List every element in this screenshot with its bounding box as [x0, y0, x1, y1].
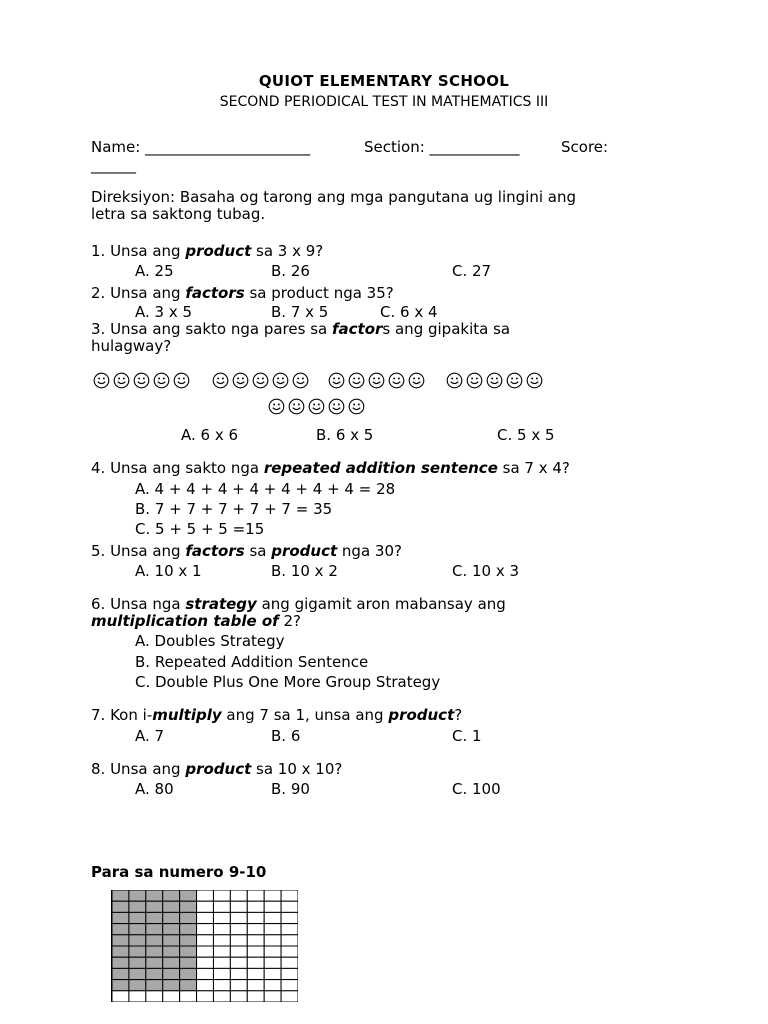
question-3-line-2: hulagway?	[91, 337, 172, 355]
score-label: Score:	[561, 138, 609, 156]
grid-cell	[112, 890, 129, 901]
grid-cell	[129, 901, 146, 912]
grid-cell	[264, 912, 281, 923]
grid-cell	[163, 901, 180, 912]
smiley-face-icon	[446, 372, 463, 389]
smiley-face-icon	[288, 398, 305, 415]
q8-option-a: A. 80	[135, 780, 174, 798]
smiley-group	[328, 372, 428, 389]
section-9-10-heading: Para sa numero 9-10	[91, 863, 267, 881]
school-name: QUIOT ELEMENTARY SCHOOL	[258, 72, 510, 90]
q3-option-b: B. 6 x 5	[316, 426, 374, 444]
grid-cell	[129, 912, 146, 923]
smiley-face-icon	[348, 372, 365, 389]
q1-option-c: C. 27	[452, 262, 492, 280]
grid-cell	[213, 946, 230, 957]
multiplication-grid-figure	[111, 890, 298, 1002]
grid-cell	[146, 991, 163, 1002]
smiley-face-icon	[348, 398, 365, 415]
grid-cell	[264, 991, 281, 1002]
grid-cell	[163, 912, 180, 923]
grid-cell	[230, 935, 247, 946]
smiley-face-icon	[506, 372, 523, 389]
q3-option-c: C. 5 x 5	[497, 426, 555, 444]
grid-cell	[146, 980, 163, 991]
grid-cell	[213, 935, 230, 946]
grid-cell	[213, 890, 230, 901]
name-field: Name: ______________________	[91, 138, 311, 156]
grid-cell	[163, 946, 180, 957]
grid-cell	[180, 901, 197, 912]
smiley-face-icon	[93, 372, 110, 389]
smiley-face-icon	[113, 372, 130, 389]
grid-cell	[163, 980, 180, 991]
grid-cell	[112, 935, 129, 946]
q6-option-c: C. Double Plus One More Group Strategy	[135, 673, 441, 691]
grid-cell	[146, 901, 163, 912]
grid-cell	[230, 912, 247, 923]
grid-cell	[112, 901, 129, 912]
grid-cell	[112, 957, 129, 968]
smiley-face-icon	[388, 372, 405, 389]
grid-cell	[163, 968, 180, 979]
question-4: 4. Unsa ang sakto nga repeated addition sentence sa 7 x 4?	[91, 459, 570, 477]
grid-cell	[197, 991, 214, 1002]
directions-line-2: letra sa saktong tubag.	[91, 205, 266, 223]
grid-cell	[180, 968, 197, 979]
grid-cell	[264, 890, 281, 901]
q7-option-b: B. 6	[271, 727, 301, 745]
directions-line-1: Direksiyon: Basaha og tarong ang mga pangutana ug lingini ang	[91, 188, 577, 206]
grid-cell	[180, 991, 197, 1002]
q7-option-a: A. 7	[135, 727, 165, 745]
q6-option-a: A. Doubles Strategy	[135, 632, 285, 650]
grid-cell	[197, 912, 214, 923]
q2-option-c: C. 6 x 4	[380, 303, 438, 321]
q3-option-a: A. 6 x 6	[181, 426, 239, 444]
q1-option-a: A. 25	[135, 262, 174, 280]
question-7: 7. Kon i-multiply ang 7 sa 1, unsa ang product?	[91, 706, 463, 724]
grid-cell	[197, 890, 214, 901]
grid-cell	[213, 980, 230, 991]
question-6-line-2: multiplication table of 2?	[91, 612, 301, 630]
q5-option-b: B. 10 x 2	[271, 562, 338, 580]
grid-cell	[180, 912, 197, 923]
grid-cell	[281, 901, 298, 912]
test-title: SECOND PERIODICAL TEST IN MATHEMATICS III	[219, 94, 549, 110]
question-1: 1. Unsa ang product sa 3 x 9?	[91, 242, 324, 260]
smiley-face-icon	[368, 372, 385, 389]
grid-cell	[213, 991, 230, 1002]
grid-cell	[213, 968, 230, 979]
grid-cell	[180, 980, 197, 991]
grid-cell	[247, 968, 264, 979]
q8-option-c: C. 100	[452, 780, 501, 798]
grid-cell	[180, 957, 197, 968]
grid-cell	[197, 980, 214, 991]
score-blank: ______	[91, 156, 136, 174]
grid-cell	[180, 924, 197, 935]
smiley-face-icon	[328, 398, 345, 415]
grid-cell	[247, 901, 264, 912]
grid-cell	[264, 924, 281, 935]
smiley-face-icon	[173, 372, 190, 389]
grid-cell	[230, 968, 247, 979]
smiley-face-icon	[232, 372, 249, 389]
grid-cell	[281, 946, 298, 957]
q7-option-c: C. 1	[452, 727, 482, 745]
grid-cell	[146, 957, 163, 968]
grid-cell	[281, 991, 298, 1002]
grid-cell	[230, 980, 247, 991]
grid-cell	[264, 946, 281, 957]
grid-cell	[213, 957, 230, 968]
grid-cell	[180, 946, 197, 957]
q6-option-b: B. Repeated Addition Sentence	[135, 653, 369, 671]
q4-option-a: A. 4 + 4 + 4 + 4 + 4 + 4 + 4 = 28	[135, 480, 396, 498]
smiley-group	[268, 398, 368, 415]
smiley-face-icon	[212, 372, 229, 389]
question-5: 5. Unsa ang factors sa product nga 30?	[91, 542, 402, 560]
smiley-group	[93, 372, 193, 389]
q5-option-c: C. 10 x 3	[452, 562, 520, 580]
grid-cell	[247, 991, 264, 1002]
grid-cell	[129, 968, 146, 979]
grid-cell	[247, 980, 264, 991]
grid-cell	[129, 946, 146, 957]
grid-cell	[163, 890, 180, 901]
q4-option-b: B. 7 + 7 + 7 + 7 + 7 = 35	[135, 500, 333, 518]
smiley-face-icon	[268, 398, 285, 415]
question-6: 6. Unsa nga strategy ang gigamit aron mabansay ang	[91, 595, 506, 613]
grid-cell	[146, 924, 163, 935]
grid-cell	[230, 957, 247, 968]
smiley-face-icon	[292, 372, 309, 389]
q2-option-a: A. 3 x 5	[135, 303, 193, 321]
grid-cell	[281, 968, 298, 979]
grid-cell	[230, 890, 247, 901]
grid-cell	[112, 912, 129, 923]
q1-option-b: B. 26	[271, 262, 310, 280]
smiley-face-icon	[408, 372, 425, 389]
grid-cell	[281, 890, 298, 901]
grid-cell	[163, 935, 180, 946]
q4-option-c: C. 5 + 5 + 5 =15	[135, 520, 265, 538]
grid-cell	[264, 935, 281, 946]
grid-cell	[197, 924, 214, 935]
q5-option-a: A. 10 x 1	[135, 562, 202, 580]
smiley-face-icon	[153, 372, 170, 389]
grid-cell	[129, 957, 146, 968]
smiley-face-icon	[272, 372, 289, 389]
grid-cell	[230, 924, 247, 935]
smiley-group	[446, 372, 546, 389]
grid-cell	[230, 991, 247, 1002]
q2-option-b: B. 7 x 5	[271, 303, 329, 321]
smiley-face-icon	[526, 372, 543, 389]
grid-cell	[146, 935, 163, 946]
question-3: 3. Unsa ang sakto nga pares sa factors ang gipakita sa	[91, 320, 511, 338]
grid-cell	[281, 980, 298, 991]
q8-option-b: B. 90	[271, 780, 310, 798]
grid-cell	[112, 946, 129, 957]
grid-cell	[281, 935, 298, 946]
grid-cell	[264, 968, 281, 979]
grid-cell	[180, 935, 197, 946]
smiley-face-icon	[308, 398, 325, 415]
grid-cell	[129, 935, 146, 946]
grid-cell	[281, 912, 298, 923]
smiley-face-icon	[486, 372, 503, 389]
grid-cell	[264, 901, 281, 912]
grid-cell	[230, 901, 247, 912]
question-8: 8. Unsa ang product sa 10 x 10?	[91, 760, 343, 778]
grid-cell	[129, 991, 146, 1002]
smiley-face-icon	[466, 372, 483, 389]
grid-cell	[197, 968, 214, 979]
question-2: 2. Unsa ang factors sa product nga 35?	[91, 284, 394, 302]
grid-cell	[180, 890, 197, 901]
smiley-group	[212, 372, 312, 389]
grid-cell	[247, 924, 264, 935]
grid-cell	[146, 968, 163, 979]
smiley-face-icon	[252, 372, 269, 389]
smiley-face-icon	[133, 372, 150, 389]
grid-cell	[129, 890, 146, 901]
smiley-face-icon	[328, 372, 345, 389]
grid-cell	[247, 946, 264, 957]
grid-cell	[112, 968, 129, 979]
grid-cell	[146, 946, 163, 957]
grid-cell	[163, 991, 180, 1002]
section-field: Section: ____________	[364, 138, 520, 156]
grid-cell	[146, 890, 163, 901]
grid-cell	[112, 991, 129, 1002]
grid-cell	[197, 901, 214, 912]
grid-cell	[197, 946, 214, 957]
grid-cell	[264, 957, 281, 968]
grid-cell	[281, 924, 298, 935]
grid-cell	[129, 980, 146, 991]
grid-cell	[264, 980, 281, 991]
grid-cell	[247, 912, 264, 923]
grid-cell	[247, 935, 264, 946]
grid-cell	[281, 957, 298, 968]
grid-cell	[163, 924, 180, 935]
grid-cell	[197, 935, 214, 946]
grid-cell	[230, 946, 247, 957]
grid-cell	[213, 901, 230, 912]
grid-cell	[163, 957, 180, 968]
grid-cell	[146, 912, 163, 923]
grid-cell	[247, 890, 264, 901]
grid-cell	[112, 980, 129, 991]
grid-cell	[112, 924, 129, 935]
grid-cell	[213, 912, 230, 923]
grid-cell	[213, 924, 230, 935]
grid-cell	[247, 957, 264, 968]
grid-cell	[197, 957, 214, 968]
grid-cell	[129, 924, 146, 935]
